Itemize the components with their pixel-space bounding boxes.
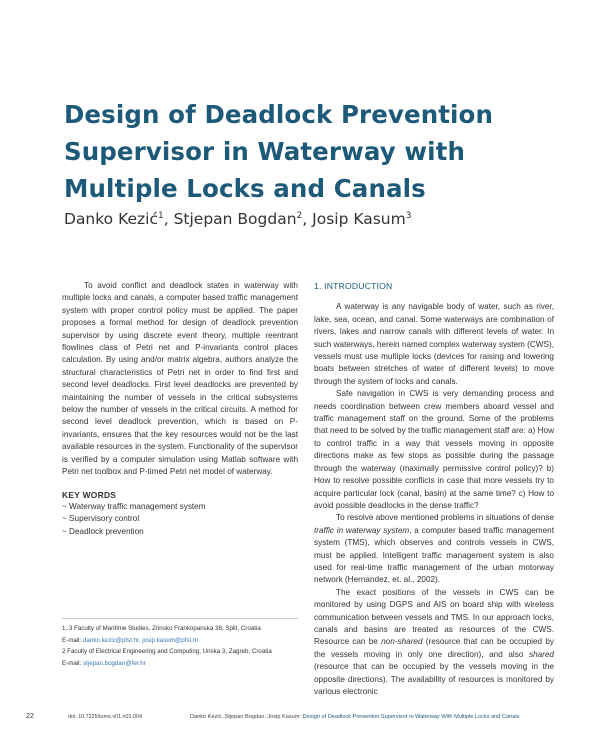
email-link[interactable]: danko.kezic@pfst.hr, josip.kasum@pfst.hr: [83, 636, 199, 644]
section-heading: 1. INTRODUCTION: [314, 281, 393, 291]
abstract: To avoid conflict and deadlock states in waterway with multiple locks and canals, a computer based traffic management system with proper control policy must be applied. The paper proposes a formal method for design of deadlock prevention supervisor by using discrete event theory, multiple reentrant flowlines class of Petri net and P-invariants control places calculation. By using and/or matrix algebra, authors analyze the structural characteristics of Petri net in order to find first and second level deadlocks. First level deadlocks are prevented by maintaining the number of vessels in the critical subsystems below the number of vessels in the critical circuits. A method for second level deadlock prevention, which is based on P-invariants, ensures that the key resources would not be the last available resources in the system. Functionality of the supervisor is verified by a computer simulation using Matlab software with Petri net toolbox and P-timed Petri net model of waterway.: [62, 281, 298, 477]
right-column: [314, 280, 554, 698]
running-header: [190, 714, 519, 720]
footnote-email-2: [62, 658, 298, 670]
text-run: , a computer based traffic management system (TMS), which observes and controls vessels in CWS, must be applied. Intelligent traffic management system is also used for real-time traffic management of the urban motorway network (Hernandez, et. al., 2002).: [314, 525, 554, 585]
text-run: The exact positions of the vessels in CWS can be monitored by using DGPS and AIS on board ship with wireless communication between vessels and TMS. In our approach locks, canals and basins are treated as resources of the CWS. Resource can be: [314, 587, 554, 647]
text-run: To resolve above mentioned problems in situations of dense: [336, 513, 554, 523]
keyword-item: ~ Supervisory control: [62, 514, 140, 524]
footnote-affiliation-1: 1, 3 Faculty of Maritime Studies, Zrinsko Frankopanska 38, Split, Croatia: [62, 625, 261, 632]
footnote-affiliation-2: 2 Faculty of Electrical Engineering and Computing, Unska 3, Zagreb, Croatia: [62, 648, 272, 655]
emphasis: traffic in waterway system: [314, 525, 410, 535]
title-line-3: Multiple Locks and Canals: [64, 174, 426, 203]
text-run: (resource that can be occupied by the vessels moving in only one direction), and also: [314, 637, 554, 659]
paragraph: [314, 512, 554, 586]
author-name: Danko Kezić: [64, 210, 158, 228]
keyword-item: ~ Waterway traffic management system: [62, 501, 206, 511]
emphasis: non-shared: [381, 637, 423, 647]
title-line-1: Design of Deadlock Prevention: [64, 100, 494, 129]
footnote-email-1: [62, 635, 298, 647]
paper-title: [64, 96, 544, 207]
keyword-item: ~ Deadlock prevention: [62, 526, 144, 536]
title-line-2: Supervisor in Waterway with: [64, 137, 465, 166]
author-list: Danko Kezić$^1$, Stjepan Bogdan$^2$, Josip Kasum$^3$: [64, 210, 412, 228]
footnote-divider: [62, 618, 298, 619]
left-column: [62, 280, 298, 538]
author-name: Josip Kasum: [312, 210, 406, 228]
paragraph: Safe navigation in CWS is very demanding process and needs coordination between crew members aboard vessel and traffic management staff on the ground. Some of the problems that need to be solved by the traffic management staff are: a) How to control traffic in a way that vessels moving in opposite directions make as few stops as possible during the passage through the waterway (maximally permissive control policy)? b) How to resolve possible conflicts in case that more vessels try to acquire particular lock (canal, basin) at the same time? c) How to avoid possible deadlocks in the dense traffic?: [314, 389, 554, 510]
author-affiliation-mark: 1: [157, 211, 164, 221]
paragraph: [314, 587, 554, 699]
paragraph: A waterway is any navigable body of water, such as river, lake, sea, ocean, and canal. Some waterways are combination of rivers, lakes and narrow canals with different levels of water. In such waterways, herein named complex waterway system (CWS), vessels must use multiple locks (devices for raising and lowering boats between stretches of water of different levels) to move through the system of locks and canals.: [314, 302, 554, 386]
text-run: (resource that can be occupied by the vessels moving in the opposite directions). The availability of resources is monitored by various electronic: [314, 662, 554, 696]
running-authors: Danko Kezić, Stjepan Bogdan, Josip Kasum:: [190, 714, 302, 720]
email-link[interactable]: stjepan.bogdan@fer.hr: [83, 659, 146, 667]
running-title: Design of Deadlock Prevention Supervisor in Waterway With Multiple Locks and Canals: [301, 714, 520, 720]
keywords-heading: KEY WORDS: [62, 489, 117, 500]
author-affiliation-mark: 2: [296, 211, 303, 221]
page-number: 22: [26, 713, 34, 720]
emphasis: shared: [528, 649, 554, 659]
email-label: E-mail:: [62, 659, 82, 667]
author-affiliation-mark: 3: [405, 211, 412, 221]
author-name: Stjepan Bogdan: [173, 210, 297, 228]
email-label: E-mail:: [62, 636, 82, 644]
doi: doi: 10.7225/toms.v01.n01.004: [68, 714, 143, 720]
footnotes: [62, 623, 298, 669]
